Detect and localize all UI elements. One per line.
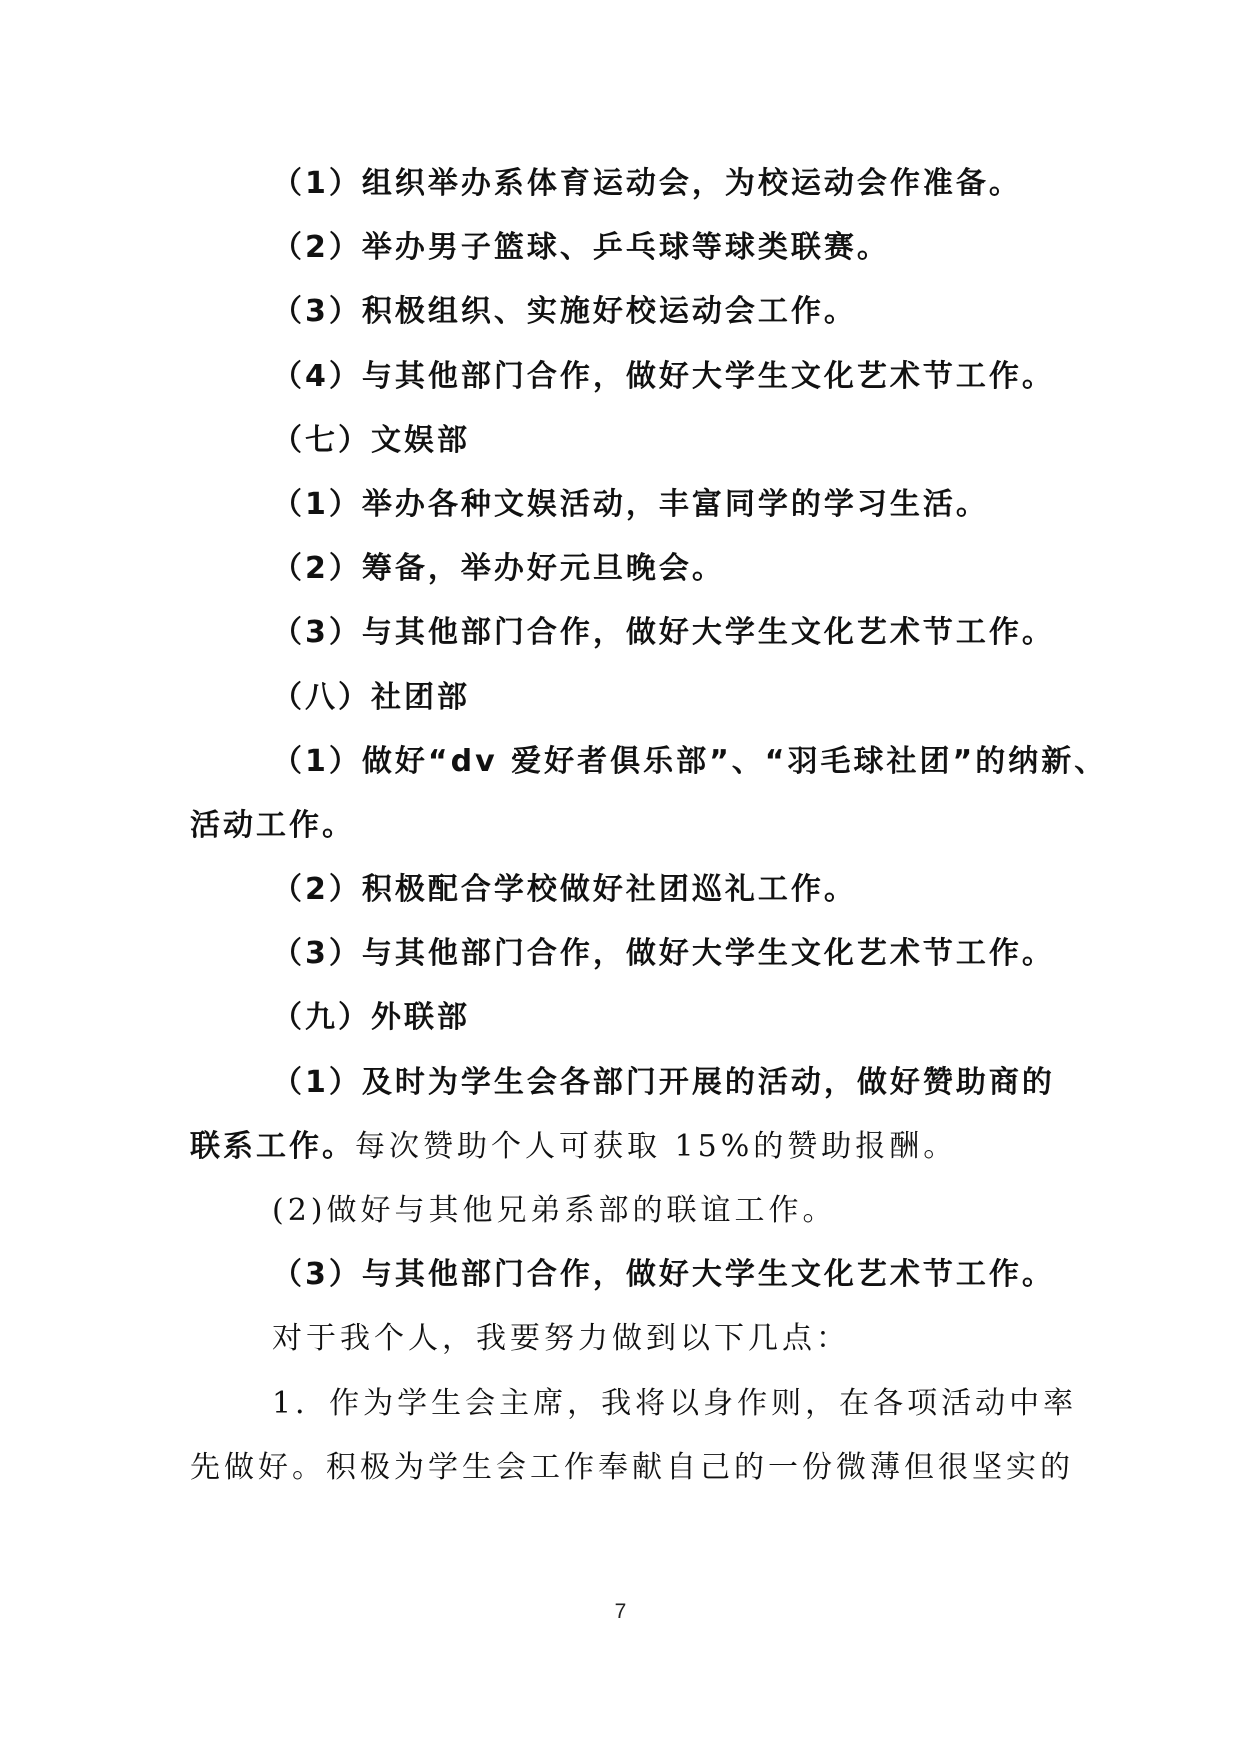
external-item-2: (2)做好与其他兄弟系部的联谊工作。 [272, 1193, 837, 1228]
external-item-1-line-1: （1）及时为学生会各部门开展的活动，做好赞助商的 [272, 1064, 1055, 1100]
document-body [190, 152, 1108, 1500]
personal-point-1-line-2: 先做好。积极为学生会工作奉献自己的一份微薄但很坚实的 [190, 1449, 1074, 1485]
page-number: 7 [614, 1600, 627, 1623]
clubs-item-1-line-2: 活动工作。 [190, 807, 355, 843]
personal-intro: 对于我个人，我要努力做到以下几点： [272, 1321, 850, 1357]
clubs-item-3: （3）与其他部门合作，做好大学生文化艺术节工作。 [272, 936, 1055, 972]
section-heading-external-relations: （九）外联部 [272, 1000, 470, 1036]
sports-item-1: （1）组织举办系体育运动会，为校运动会作准备。 [272, 166, 1022, 201]
external-item-3: （3）与其他部门合作，做好大学生文化艺术节工作。 [272, 1257, 1055, 1293]
section-heading-entertainment: （七）文娱部 [272, 422, 470, 458]
external-item-1-bold-part: 联系工作。 [190, 1128, 355, 1164]
clubs-item-1-line-1: （1）做好“dv 爱好者俱乐部”、“羽毛球社团”的纳新、 [272, 743, 1108, 779]
entertainment-item-3: （3）与其他部门合作，做好大学生文化艺术节工作。 [272, 615, 1055, 651]
entertainment-item-2: （2）筹备，举办好元旦晚会。 [272, 551, 725, 587]
clubs-item-2: （2）积极配合学校做好社团巡礼工作。 [272, 872, 857, 908]
sports-item-3: （3）积极组织、实施好校运动会工作。 [272, 294, 857, 330]
sports-item-2: （2）举办男子篮球、乒乓球等球类联赛。 [272, 230, 890, 266]
entertainment-item-1: （1）举办各种文娱活动，丰富同学的学习生活。 [272, 486, 989, 522]
personal-point-1-line-1: 1．作为学生会主席，我将以身作则，在各项活动中率 [272, 1385, 1078, 1421]
section-heading-clubs: （八）社团部 [272, 679, 470, 715]
external-item-1-normal-part: 每次赞助个人可获取 15%的赞助报酬。 [355, 1128, 958, 1164]
external-item-1-line-2 [190, 1115, 1056, 1179]
sports-item-4: （4）与其他部门合作，做好大学生文化艺术节工作。 [272, 358, 1055, 394]
